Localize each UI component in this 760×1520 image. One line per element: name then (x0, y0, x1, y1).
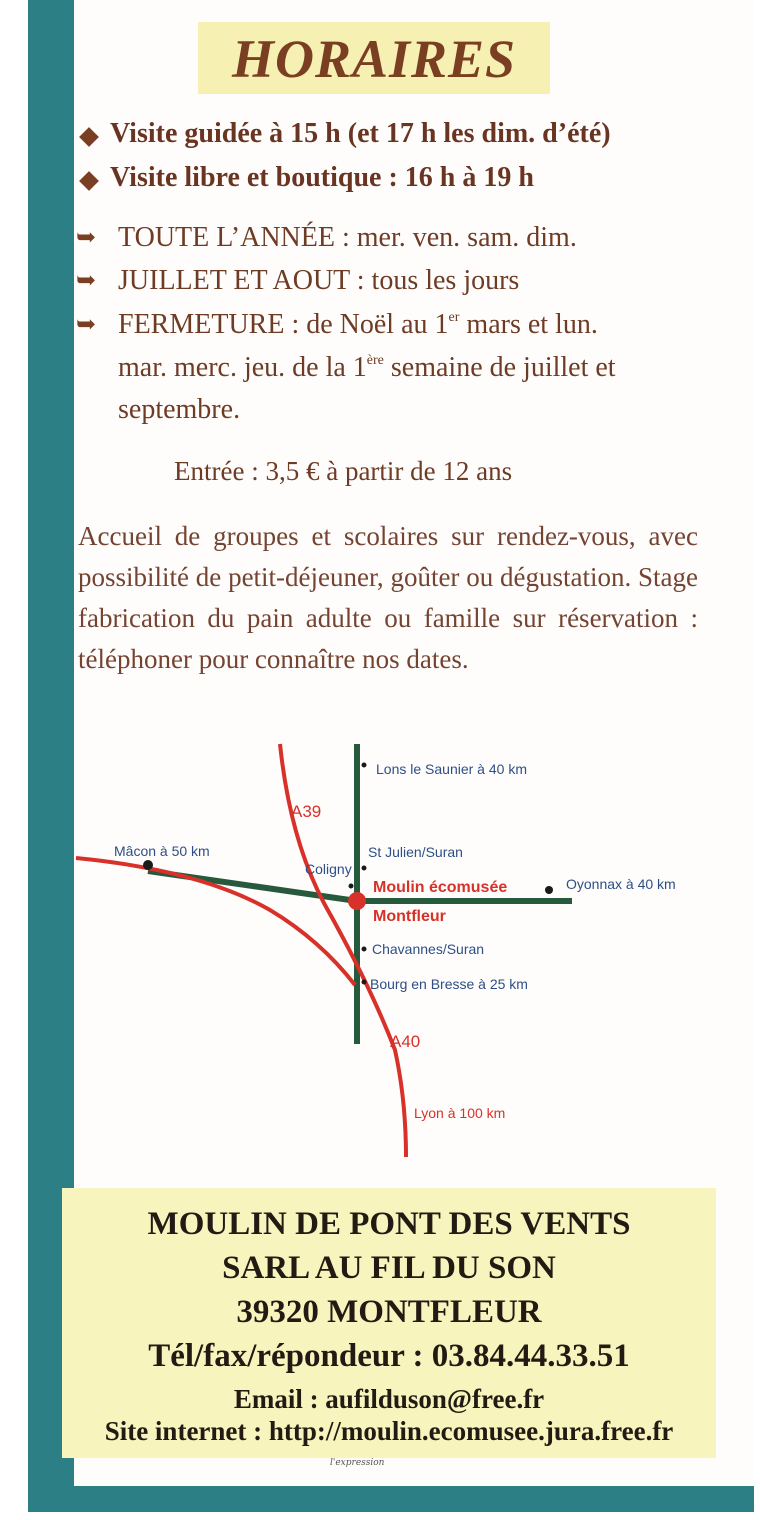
closing-text: FERMETURE : de Noël au 1 (118, 309, 449, 340)
town-dot (362, 980, 367, 985)
email: Email : aufilduson@free.fr (233, 1384, 545, 1414)
website: Site internet : http://moulin.ecomusee.jura.free.fr (104, 1416, 674, 1446)
label-lons: Lons le Saunier à 40 km (376, 761, 527, 777)
moulin-marker (348, 892, 366, 910)
town-dot (362, 866, 367, 871)
label-bourg: Bourg en Bresse à 25 km (370, 976, 528, 992)
phone: Tél/fax/répondeur : 03.84.44.33.51 (148, 1338, 630, 1374)
label-oyonnax: Oyonnax à 40 km (566, 876, 676, 892)
arrow-bullet-icon: ➥ (76, 266, 97, 294)
label-moulin: Moulin écomusée (373, 879, 508, 896)
town-dot (143, 860, 153, 870)
label-a39: A39 (291, 802, 322, 821)
closing-text: mar. merc. jeu. de la 1 (118, 352, 367, 383)
schedule-summer: JUILLET ET AOUT : tous les jours (118, 265, 520, 296)
mill-name: MOULIN DE PONT DES VENTS (147, 1206, 631, 1242)
arrow-bullet-icon: ➥ (76, 310, 97, 338)
entry-price: Entrée : 3,5 € à partir de 12 ans (174, 456, 513, 486)
closing-text: semaine de juillet et (383, 352, 616, 383)
superscript: er (448, 310, 460, 325)
town-dot (362, 947, 367, 952)
town-dot (545, 886, 553, 894)
label-macon: Mâcon à 50 km (114, 843, 210, 859)
superscript: ère (366, 353, 384, 368)
closing-line-3: septembre. (118, 394, 241, 425)
label-montfleur: Montfleur (373, 908, 446, 925)
page-title: HORAIRES (231, 29, 517, 89)
city: 39320 MONTFLEUR (236, 1294, 542, 1330)
schedule-all-year: TOUTE L’ANNÉE : mer. ven. sam. dim. (118, 222, 577, 253)
town-dot (362, 763, 367, 768)
company-name: SARL AU FIL DU SON (222, 1250, 556, 1286)
visit-free: Visite libre et boutique : 16 h à 19 h (110, 162, 534, 193)
town-dot (349, 884, 354, 889)
label-coligny: Coligny (305, 861, 352, 877)
printer-mark: l'expression (330, 1458, 385, 1468)
groups-paragraph: Accueil de groupes et scolaires sur rendez-vous, avec possibilité de petit-déjeuner, goûter ou dégustation. Stage fabrication du pain adulte ou famille sur réservation : téléphoner pour connaître nos dates. (78, 521, 698, 674)
arrow-bullet-icon: ➥ (76, 223, 97, 251)
label-st-julien: St Julien/Suran (368, 844, 463, 860)
visit-guided: Visite guidée à 15 h (et 17 h les dim. d’été) (110, 118, 611, 149)
label-chavannes: Chavannes/Suran (372, 941, 485, 957)
label-a40: A40 (390, 1032, 421, 1051)
closing-text: mars et lun. (459, 309, 598, 340)
label-lyon: Lyon à 100 km (414, 1105, 506, 1121)
